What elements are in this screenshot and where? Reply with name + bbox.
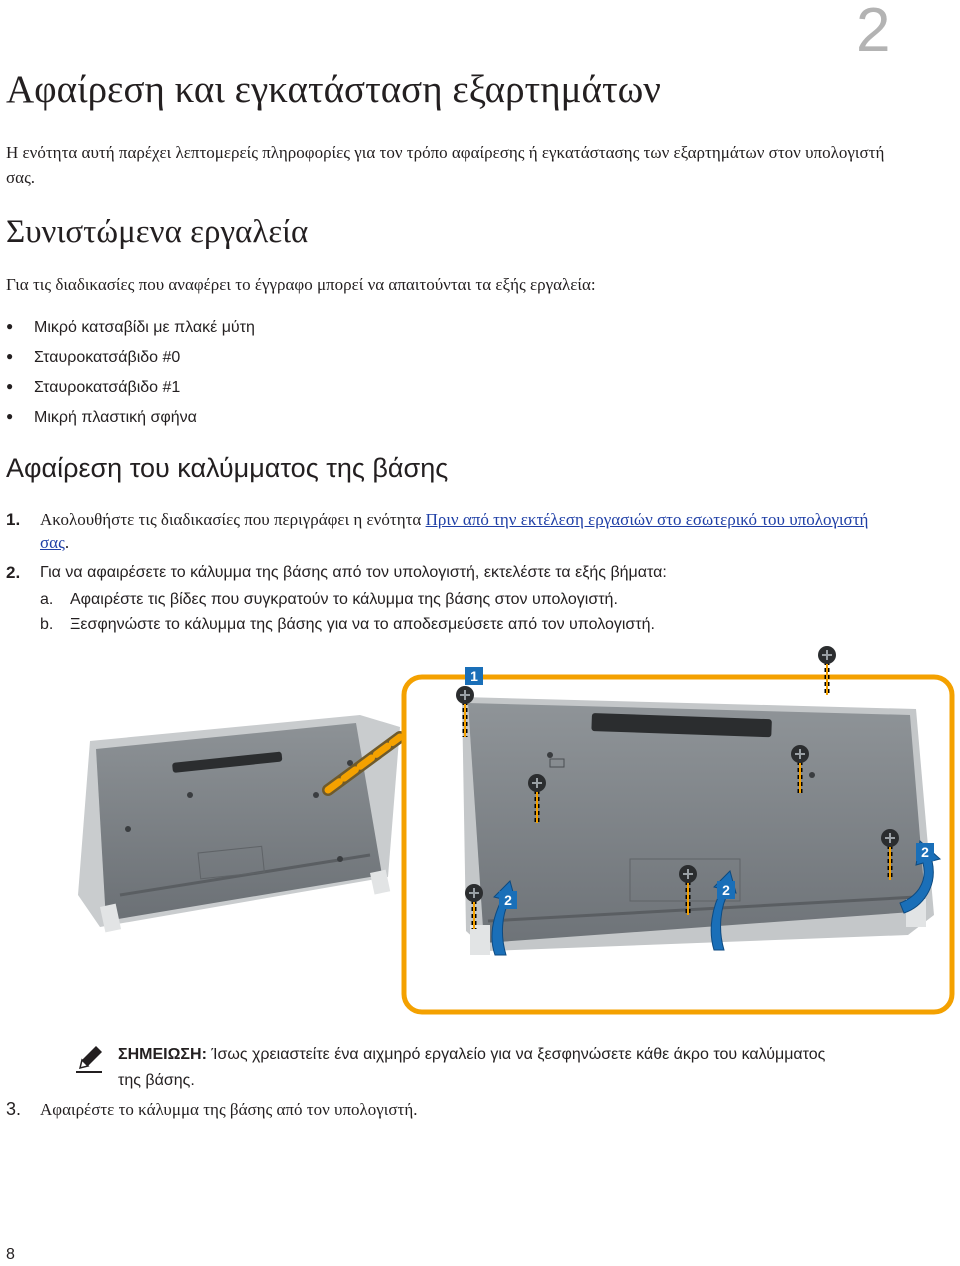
tool-label: Μικρή πλαστική σφήνα xyxy=(34,409,197,426)
step-1-text: Ακολουθήστε τις διαδικασίες που περιγράφει η ενότητα xyxy=(40,510,426,529)
base-cover-illustration xyxy=(70,645,960,1020)
tool-label: Σταυροκατσάβιδο #1 xyxy=(34,379,181,396)
callout-label: 2 xyxy=(722,882,730,898)
left-laptop-base xyxy=(78,715,400,932)
step-text: Αφαιρέστε το κάλυμμα της βάσης από τον υπολογιστή. xyxy=(40,1100,418,1119)
list-item: ● Σταυροκατσάβιδο #1 xyxy=(6,379,181,396)
intro-paragraph: Η ενότητα αυτή παρέχει λεπτομερείς πληροφορίες για τον τρόπο αφαίρεσης ή εγκατάστασης των εξαρτημάτων στον υπολογιστή σας. xyxy=(6,143,885,187)
note xyxy=(118,1042,838,1094)
pencil-icon xyxy=(72,1040,106,1074)
substep-b xyxy=(40,613,655,636)
step-3 xyxy=(6,1098,906,1122)
step-number: 1. xyxy=(6,510,21,529)
note-text: Ίσως χρειαστείτε ένα αιχμηρό εργαλείο για να ξεσφηνώσετε κάθε άκρο του καλύμματος της βάσης. xyxy=(118,1046,826,1089)
substep-letter: b. xyxy=(40,616,54,633)
callout-2 xyxy=(499,891,517,909)
callout-label: 1 xyxy=(470,668,478,684)
callout-2 xyxy=(916,843,934,861)
substep-text: Αφαιρέστε τις βίδες που συγκρατούν το κάλυμμα της βάσης στον υπολογιστή. xyxy=(70,591,618,608)
note-label: ΣΗΜΕΙΩΣΗ: xyxy=(118,1046,207,1063)
section-heading: Αφαίρεση του καλύμματος της βάσης xyxy=(6,453,449,483)
callout-2 xyxy=(717,881,735,899)
step-1 xyxy=(6,508,906,558)
tools-list xyxy=(6,312,255,432)
tools-intro: Για τις διαδικασίες που αναφέρει το έγγραφο μπορεί να απαιτούνται τα εξής εργαλεία: xyxy=(6,275,596,294)
page-number: 8 xyxy=(6,1246,15,1263)
list-item: ● Σταυροκατσάβιδο #0 xyxy=(6,349,181,366)
step-number: 3. xyxy=(6,1099,22,1119)
step-number: 2. xyxy=(6,563,21,582)
before-working-link[interactable]: Πριν από την εκτέλεση εργασιών στο εσωτερικό του υπολογιστή σας xyxy=(40,510,869,552)
substep-a xyxy=(40,588,618,611)
page-title: Αφαίρεση και εγκατάσταση εξαρτημάτων xyxy=(6,68,661,111)
substep-letter: a. xyxy=(40,591,54,608)
tools-heading: Συνιστώμενα εργαλεία xyxy=(6,214,309,250)
list-item: ● Μικρή πλαστική σφήνα xyxy=(6,409,197,426)
list-item: ● Μικρό κατσαβίδι με πλακέ μύτη xyxy=(6,319,255,336)
step-text xyxy=(40,508,870,554)
callout-label: 2 xyxy=(504,892,512,908)
step-text: Για να αφαιρέσετε το κάλυμμα της βάσης από τον υπολογιστή, εκτελέστε τα εξής βήματα: xyxy=(40,564,667,581)
step-1-end: . xyxy=(64,533,70,552)
tool-label: Σταυροκατσάβιδο #0 xyxy=(34,349,181,366)
tool-label: Μικρό κατσαβίδι με πλακέ μύτη xyxy=(34,319,255,336)
callout-label: 2 xyxy=(921,844,929,860)
step-2 xyxy=(6,561,906,585)
right-laptop-base xyxy=(462,697,934,955)
substep-text: Ξεσφηνώστε το κάλυμμα της βάσης για να το αποδεσμεύσετε από τον υπολογιστή. xyxy=(70,616,655,633)
callout-1 xyxy=(465,667,483,685)
chapter-number: 2 xyxy=(856,0,891,65)
